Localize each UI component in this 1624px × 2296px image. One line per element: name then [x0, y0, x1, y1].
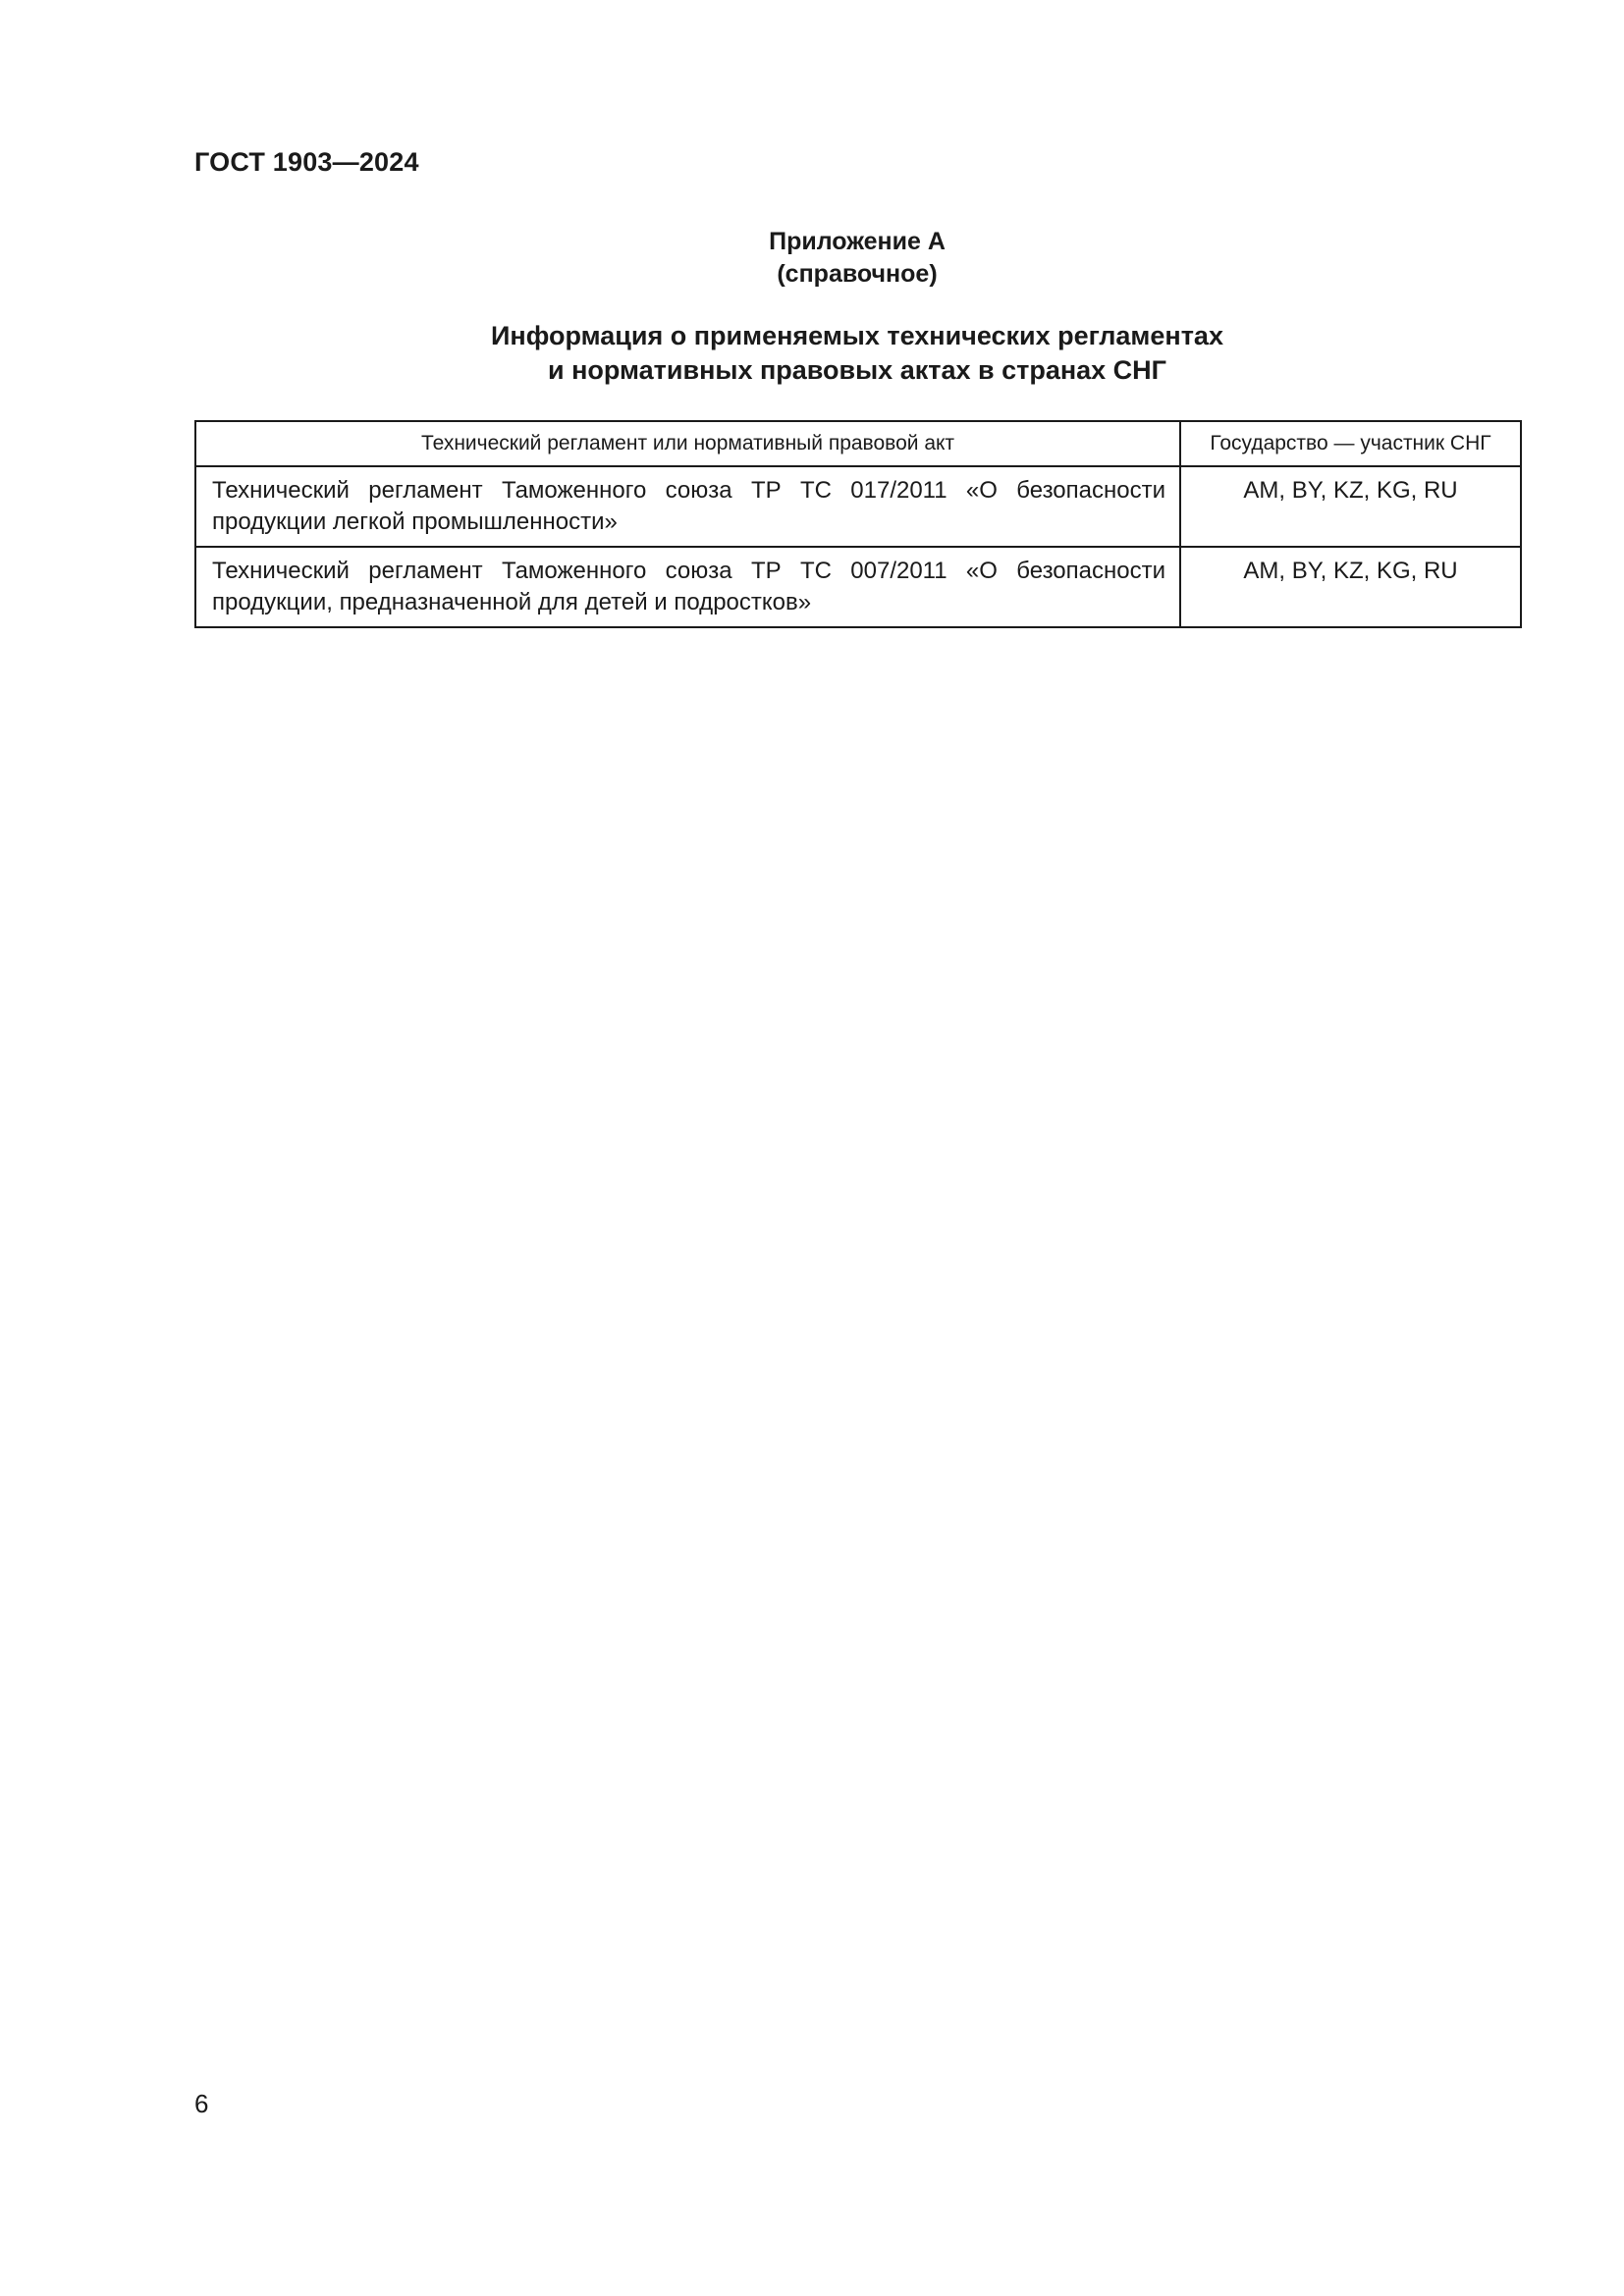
appendix-heading-line-1: Информация о применяемых технических регламентах	[491, 321, 1223, 350]
appendix-block	[194, 226, 1520, 388]
table-row	[195, 547, 1521, 627]
act-cell: Технический регламент Таможенного союза ТР ТС 007/2011 «О безопасности продукции, предназначенной для детей и подростков»	[195, 547, 1180, 627]
state-cell: AM, BY, KZ, KG, RU	[1180, 547, 1521, 627]
table-header-row	[195, 421, 1521, 466]
appendix-type: (справочное)	[777, 260, 938, 288]
appendix-heading	[194, 319, 1520, 388]
appendix-title: Приложение А	[769, 228, 946, 255]
page-number: 6	[194, 2089, 209, 2118]
column-header-state: Государство — участник СНГ	[1180, 421, 1521, 466]
column-header-act: Технический регламент или нормативный правовой акт	[195, 421, 1180, 466]
act-cell: Технический регламент Таможенного союза ТР ТС 017/2011 «О безопасности продукции легкой промышленности»	[195, 466, 1180, 547]
table-row	[195, 466, 1521, 547]
appendix-heading-line-2: и нормативных правовых актах в странах СНГ	[548, 355, 1166, 385]
regulations-table	[194, 420, 1522, 628]
document-standard-number: ГОСТ 1903—2024	[194, 147, 419, 177]
state-cell: AM, BY, KZ, KG, RU	[1180, 466, 1521, 547]
